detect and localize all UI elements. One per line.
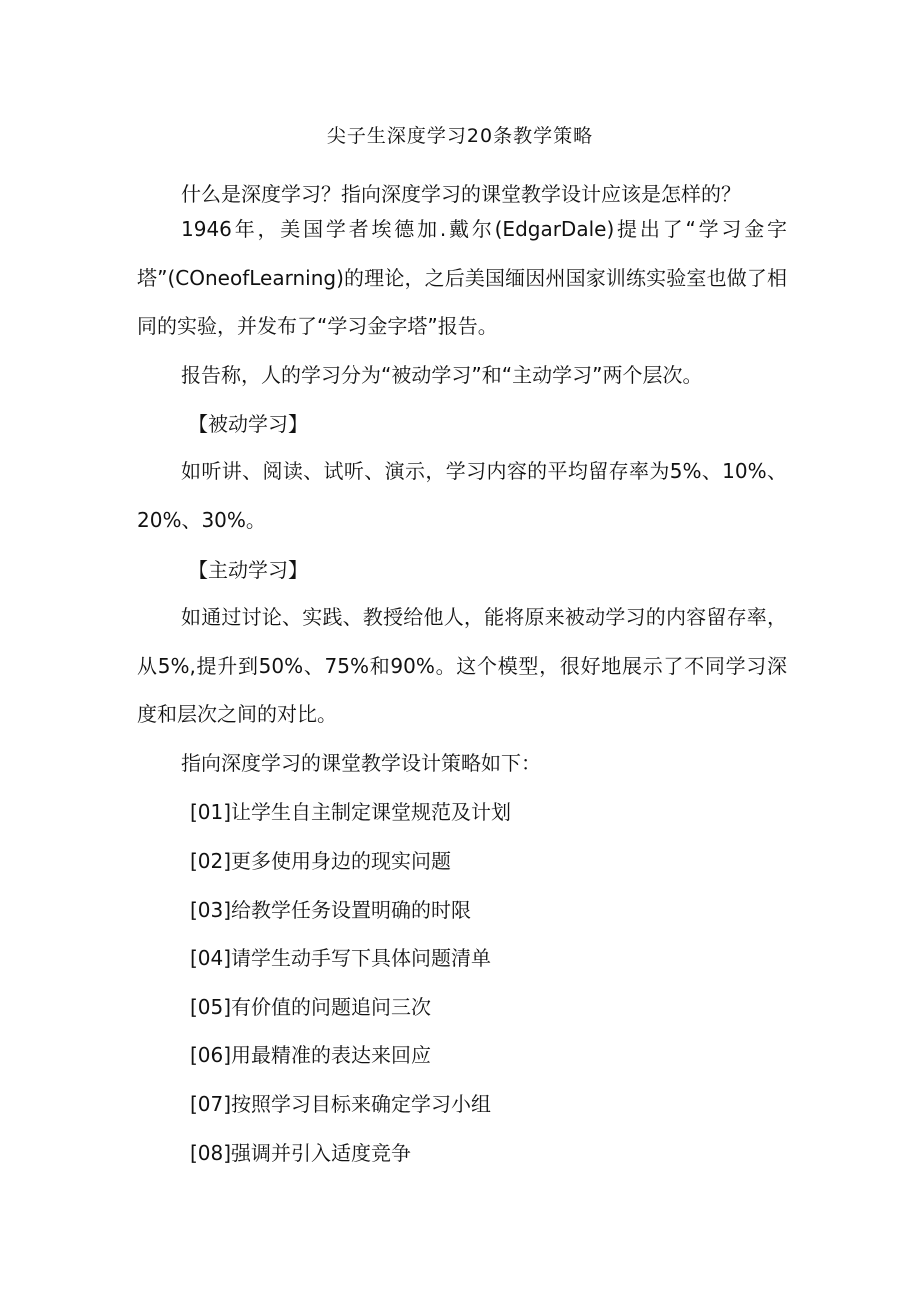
strategy-item: [01]让学生自主制定课堂规范及计划: [190, 800, 512, 824]
active-learning-heading: 【主动学习】: [188, 558, 308, 582]
strategy-item: [02]更多使用身边的现实问题: [190, 849, 452, 873]
document-title: 尖子生深度学习20条教学策略: [326, 125, 594, 147]
strategy-intro-paragraph: 指向深度学习的课堂教学设计策略如下：: [181, 751, 541, 775]
passive-learning-paragraph: 如听讲、阅读、试听、演示，学习内容的平均留存率为5%、10%、20%、30%。: [137, 459, 787, 532]
strategy-item: [05]有价值的问题追问三次: [190, 995, 432, 1019]
report-paragraph: 报告称，人的学习分为“被动学习”和“主动学习”两个层次。: [181, 363, 703, 387]
strategy-item: [07]按照学习目标来确定学习小组: [190, 1092, 492, 1116]
learning-pyramid-paragraph: 1946年，美国学者埃德加.戴尔(EdgarDale)提出了“学习金字塔”(COneofLearning)的理论，之后美国缅因州国家训练实验室也做了相同的实验，并发布了“学习金字塔”报告。: [137, 217, 787, 338]
passive-learning-heading: 【被动学习】: [188, 412, 308, 436]
strategy-item: [06]用最精准的表达来回应: [190, 1043, 432, 1067]
intro-question: 什么是深度学习？指向深度学习的课堂教学设计应该是怎样的？: [181, 182, 741, 206]
strategy-item: [08]强调并引入适度竞争: [190, 1141, 412, 1165]
active-learning-paragraph: 如通过讨论、实践、教授给他人，能将原来被动学习的内容留存率，从5%,提升到50%、75%和90%。这个模型，很好地展示了不同学习深度和层次之间的对比。: [137, 605, 787, 726]
strategy-item: [04]请学生动手写下具体问题清单: [190, 946, 492, 970]
strategy-item: [03]给教学任务设置明确的时限: [190, 898, 472, 922]
